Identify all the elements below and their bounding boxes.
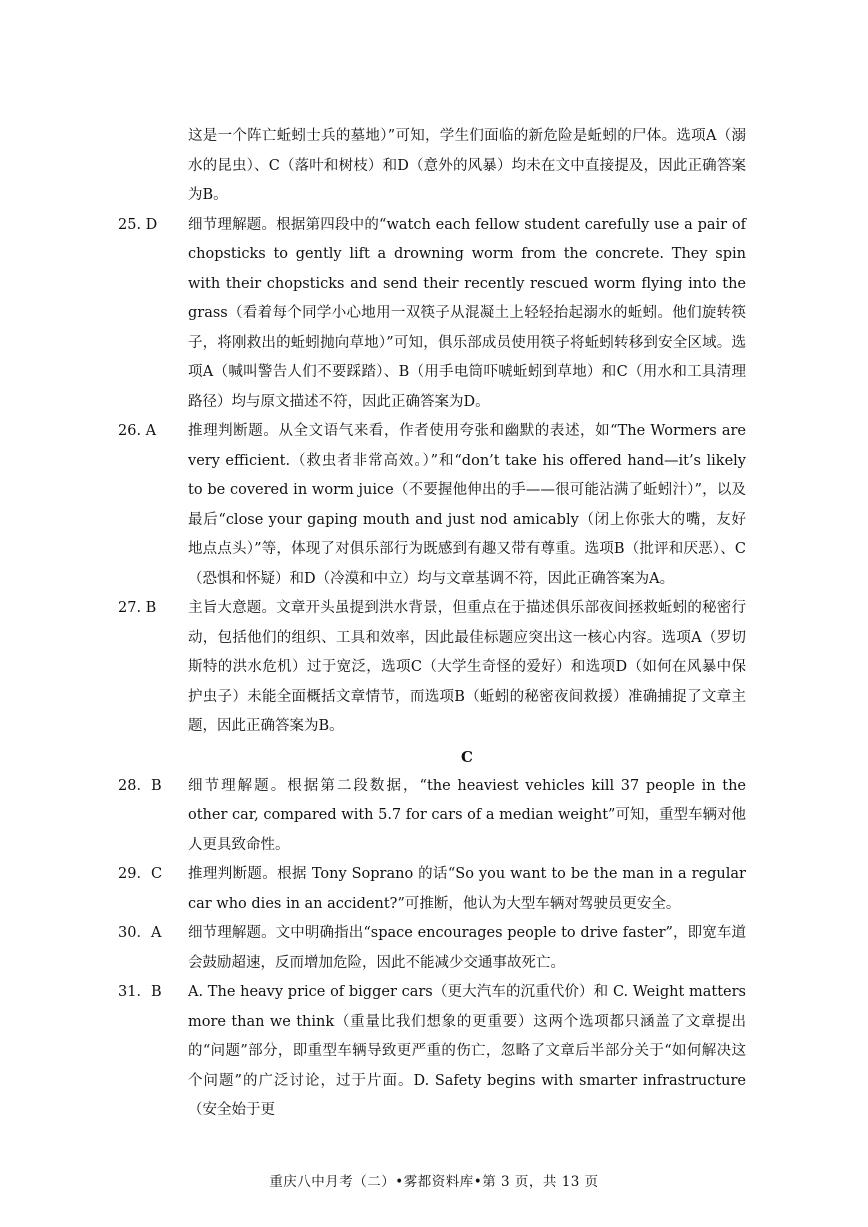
page-footer: 重庆八中月考（二）•雾都资料库•第 3 页，共 13 页 — [269, 1174, 599, 1190]
answer-text: 推理判断题。根据 Tony Soprano 的话“So you want to be the man in a regular car who dies in an accident?”可推断，他认为大型车辆对驾驶员更安全。 — [188, 866, 746, 912]
answer-number: 28．B — [118, 777, 162, 794]
answer-number: 30．A — [118, 925, 162, 941]
section-heading-c: C — [461, 747, 473, 766]
answer-text: 细节理解题。根据第四段中的“watch each fellow student carefully use a pair of chopsticks to gently lift a drowning worm from the concrete. They spin with their chopsticks and send their recently rescued worm flying into the grass（看着每个同学小心地用一双筷子从混凝土上轻轻抬起溺水的蚯蚓。他们旋转筷子，将刚救出的蚯蚓抛向草地）”可知，俱乐部成员使用筷子将蚯蚓转移到安全区域。选项A（喊叫警告人们不要踩踏）、B（用手电筒吓唬蚯蚓到草地）和C（用水和工具清理路径）均与原文描述不符，因此正确答案为D。 — [188, 216, 746, 410]
answer-number: 26. A — [118, 423, 157, 439]
answer-number: 29．C — [118, 866, 163, 882]
answer-explanations — [118, 122, 746, 1126]
answer-item-26 — [118, 417, 746, 594]
answer-text: 主旨大意题。文章开头虽提到洪水背景，但重点在于描述俱乐部夜间拯救蚯蚓的秘密行动，包括他们的组织、工具和效率，因此最佳标题应突出这一核心内容。选项A（罗切斯特的洪水危机）过于宽泛，选项C（大学生奇怪的爱好）和选项D（如何在风暴中保护虫子）未能全面概括文章情节，而选项B（蚯蚓的秘密夜间救援）准确捕捉了文章主题，因此正确答案为B。 — [188, 600, 746, 734]
answer-item-25 — [118, 211, 746, 418]
answer-item-28 — [118, 772, 746, 861]
answer-item-29 — [118, 860, 746, 919]
continuation-paragraph: 这是一个阵亡蚯蚓士兵的墓地）”可知，学生们面临的新危险是蚯蚓的尸体。选项A（溺水的昆虫）、C（落叶和树枝）和D（意外的风暴）均未在文中直接提及，因此正确答案为B。 — [188, 128, 746, 203]
answer-text: 细节理解题。根据第二段数据，“the heaviest vehicles kill 37 people in the other car, compared with 5.7 for cars of a median weight”可知，重型车辆对他人更具致命性。 — [188, 777, 746, 853]
answer-number: 27. B — [118, 600, 157, 616]
answer-number: 25. D — [118, 216, 158, 233]
answer-item-27 — [118, 594, 746, 742]
answer-text: 细节理解题。文中明确指出“space encourages people to drive faster”，即宽车道会鼓励超速，反而增加危险，因此不能减少交通事故死亡。 — [188, 925, 746, 971]
answer-text: 推理判断题。从全文语气来看，作者使用夸张和幽默的表述，如“The Wormers are very efficient.（救虫者非常高效。）”和“don’t take his offered hand—it’s likely to be covered in worm juice（不要握他伸出的手——很可能沾满了蚯蚓汁）”，以及最后“close your gaping mouth and just nod amicably（闭上你张大的嘴，友好地点点头）”等，体现了对俱乐部行为既感到有趣又带有尊重。选项B（批评和厌恶）、C（恐惧和怀疑）和D（冷漠和中立）均与文章基调不符，因此正确答案为A。 — [188, 423, 746, 587]
answer-number: 31．B — [118, 984, 162, 1000]
answer-item-31 — [118, 978, 746, 1126]
answer-text: A. The heavy price of bigger cars（更大汽车的沉重代价）和 C. Weight matters more than we think（重量比我们想象的更重要）这两个选项都只涵盖了文章提出的“问题”部分，即重型车辆导致更严重的伤亡，忽略了文章后半部分关于“如何解决这个问题”的广泛讨论，过于片面。D. Safety begins with smarter infrastructure（安全始于更 — [188, 984, 746, 1118]
answer-item-30 — [118, 919, 746, 978]
